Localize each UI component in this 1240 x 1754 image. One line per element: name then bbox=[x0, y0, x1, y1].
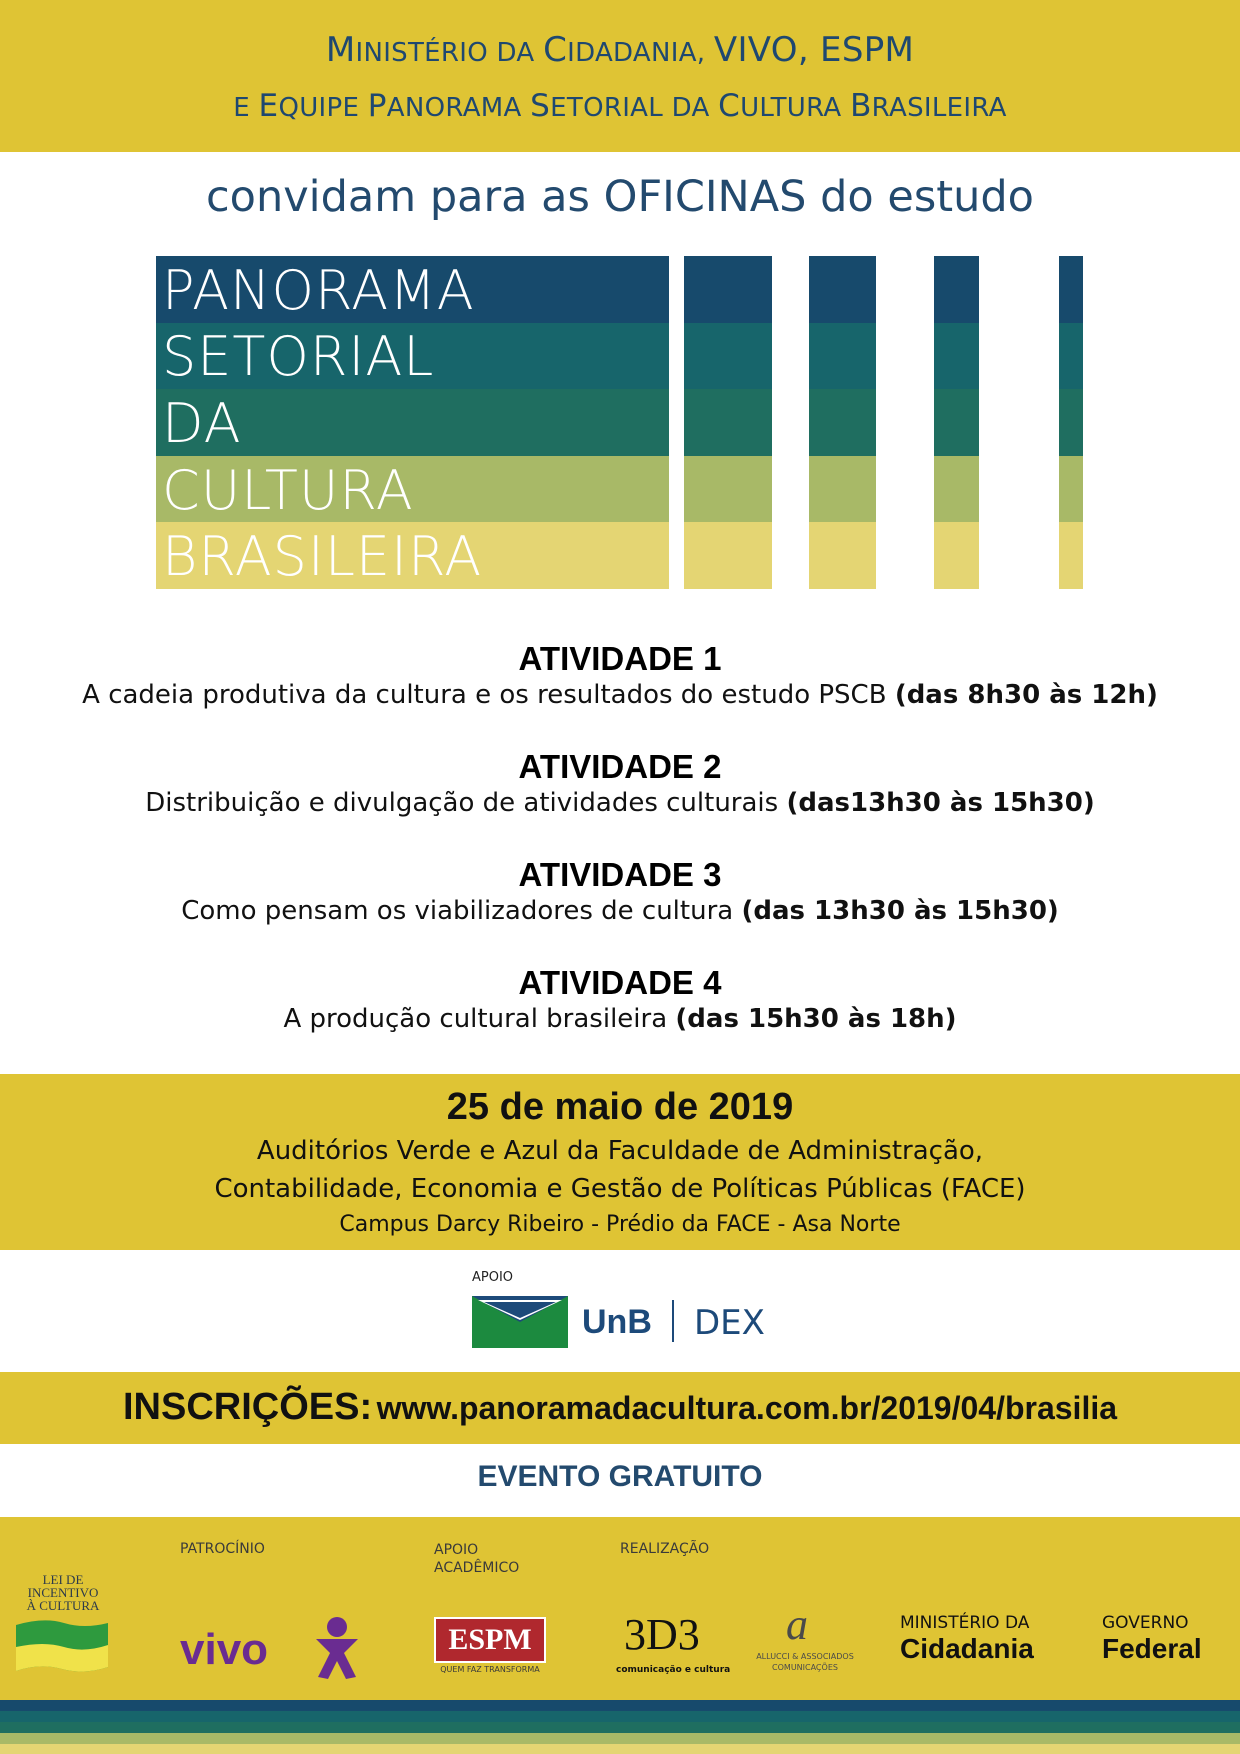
activity-1 bbox=[0, 640, 1240, 710]
support-label: APOIO bbox=[472, 1270, 514, 1285]
free-event-label: EVENTO GRATUITO bbox=[477, 1460, 763, 1493]
activity-time: (das 15h30 às 18h) bbox=[675, 1004, 957, 1034]
activity-title: ATIVIDADE 4 bbox=[518, 964, 722, 1001]
realization-label: REALIZAÇÃO bbox=[620, 1541, 710, 1557]
decorative-stripe bbox=[0, 1733, 1240, 1744]
organizers-line-2: E EQUIPE PANORAMA SETORIAL DA CULTURA BRASILEIRA bbox=[233, 88, 1007, 124]
espm-logo: ESPM bbox=[434, 1617, 546, 1663]
event-address-line: Auditórios Verde e Azul da Faculdade de Administração, bbox=[256, 1136, 984, 1166]
vivo-logo: vivo bbox=[180, 1625, 269, 1674]
event-info-banner bbox=[0, 1074, 1240, 1250]
logo-word: CULTURA bbox=[162, 459, 414, 522]
logo-stripe bbox=[934, 256, 979, 589]
logo-word: BRASILEIRA bbox=[162, 525, 483, 588]
sponsorship-label: PATROCÍNIO bbox=[180, 1541, 265, 1557]
government-label: GOVERNO bbox=[1102, 1613, 1189, 1633]
activity-4 bbox=[0, 964, 1240, 1034]
header-banner bbox=[0, 0, 1240, 152]
logo-stripe bbox=[684, 256, 772, 589]
logo-word: DA bbox=[162, 392, 242, 455]
unb-name: UnB bbox=[582, 1303, 652, 1341]
logo-stripe bbox=[809, 256, 876, 589]
activity-time: (das13h30 às 15h30) bbox=[786, 788, 1095, 818]
allucci-logo-icon: a bbox=[786, 1600, 808, 1649]
espm-tagline: QUEM FAZ TRANSFORMA bbox=[440, 1665, 540, 1674]
activity-time: (das 8h30 às 12h) bbox=[894, 680, 1158, 710]
decorative-stripe bbox=[0, 1700, 1240, 1711]
lei-incentivo-text: LEI DE INCENTIVO À CULTURA bbox=[26, 1572, 100, 1613]
unb-logo-icon bbox=[472, 1296, 568, 1348]
decorative-stripe bbox=[0, 1711, 1240, 1722]
logo-word: SETORIAL bbox=[162, 325, 435, 388]
activity-description: A produção cultural brasileira (das 15h30 às 18h) bbox=[283, 1004, 957, 1034]
activity-time: (das 13h30 às 15h30) bbox=[741, 896, 1059, 926]
decorative-stripe bbox=[0, 1722, 1240, 1733]
dex-name: DEX bbox=[694, 1303, 765, 1343]
logo-word: PANORAMA bbox=[162, 259, 475, 322]
registration-banner bbox=[0, 1372, 1240, 1444]
sponsors-footer bbox=[0, 1517, 1240, 1700]
invitation-text: convidam para as OFICINAS do estudo bbox=[206, 172, 1034, 222]
decorative-stripe bbox=[0, 1744, 1240, 1754]
activity-2 bbox=[0, 748, 1240, 818]
divider bbox=[672, 1300, 674, 1342]
activity-description: Distribuição e divulgação de atividades culturais (das13h30 às 15h30) bbox=[145, 788, 1095, 818]
activity-description: A cadeia produtiva da cultura e os resultados do estudo PSCB (das 8h30 às 12h) bbox=[82, 680, 1158, 710]
organizers-line-1: MINISTÉRIO DA CIDADANIA, VIVO, ESPM bbox=[325, 30, 915, 70]
allucci-name: ALLUCCI & ASSOCIADOS COMUNICAÇÕES bbox=[756, 1652, 854, 1672]
event-date: 25 de maio de 2019 bbox=[446, 1086, 794, 1128]
ministry-label: MINISTÉRIO DA bbox=[900, 1613, 1030, 1633]
government-name: Federal bbox=[1102, 1633, 1202, 1664]
vivo-figure-icon bbox=[312, 1615, 362, 1681]
activity-description: Como pensam os viabilizadores de cultura (das 13h30 às 15h30) bbox=[181, 896, 1059, 926]
activity-title: ATIVIDADE 2 bbox=[518, 748, 722, 785]
logo-3d3-tagline: comunicação e cultura bbox=[616, 1665, 731, 1675]
activity-3 bbox=[0, 856, 1240, 926]
academic-support-label: APOIO ACADÊMICO bbox=[434, 1542, 520, 1576]
registration-label: INSCRIÇÕES: bbox=[122, 1386, 373, 1428]
activity-title: ATIVIDADE 3 bbox=[518, 856, 722, 893]
event-campus: Campus Darcy Ribeiro - Prédio da FACE - Asa Norte bbox=[339, 1212, 901, 1237]
registration-url[interactable]: www.panoramadacultura.com.br/2019/04/brasilia bbox=[376, 1390, 1118, 1426]
logo-3d3: 3D3 bbox=[624, 1610, 700, 1659]
logo-stripe bbox=[1059, 256, 1083, 589]
panorama-logo bbox=[156, 256, 1084, 589]
activity-title: ATIVIDADE 1 bbox=[518, 640, 722, 677]
event-address-line: Contabilidade, Economia e Gestão de Políticas Públicas (FACE) bbox=[214, 1174, 1026, 1204]
ministry-name: Cidadania bbox=[900, 1633, 1034, 1664]
flag-icon bbox=[14, 1617, 110, 1679]
